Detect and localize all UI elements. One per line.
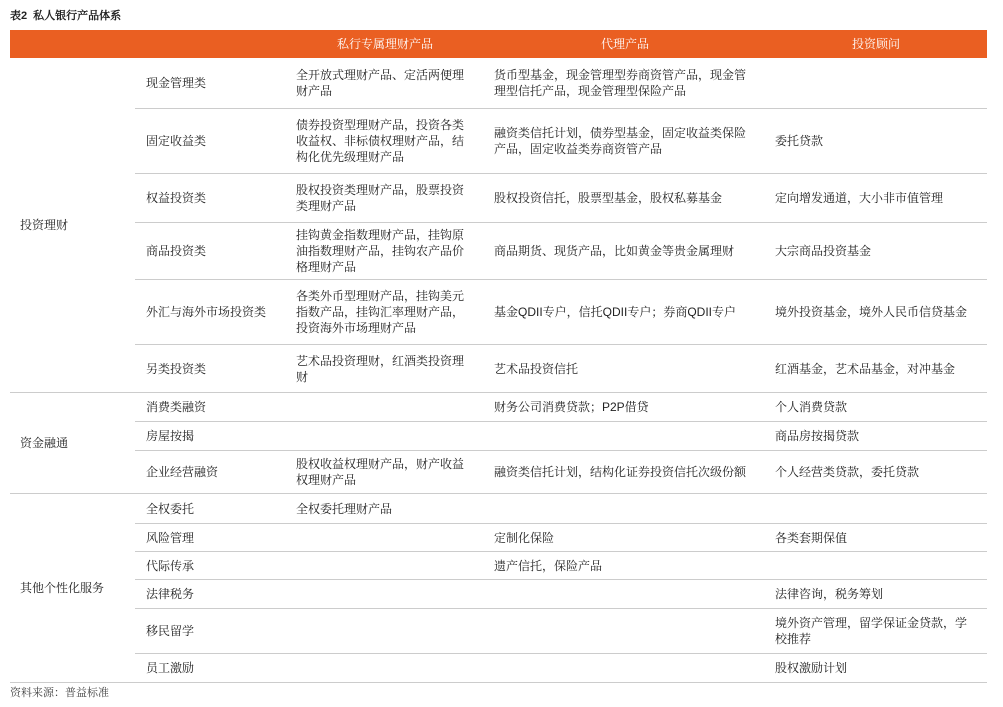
agency-product-cell [485, 345, 765, 393]
agency-product-cell [485, 494, 765, 524]
private-product-cell [285, 280, 485, 345]
category-label: 其他个性化服务 [20, 581, 105, 595]
advisory-cell [765, 524, 987, 552]
agency-product-text: 商品期货、现货产品，比如黄金等贵金属理财 [494, 244, 735, 258]
advisory-text: 红酒基金，艺术品基金，对冲基金 [775, 361, 956, 376]
agency-product-text: 艺术品投资信托 [494, 361, 579, 376]
subcategory-label: 外汇与海外市场投资类 [146, 305, 267, 319]
private-product-text: 挂钩黄金指数理财产品，挂钩原油指数理财产品，挂钩农产品价格理财产品 [296, 228, 465, 274]
advisory-text: 委托贷款 [775, 134, 824, 148]
advisory-cell [765, 174, 987, 223]
advisory-text: 商品房按揭贷款 [775, 429, 860, 443]
subcategory-cell [135, 422, 285, 451]
subcategory-label: 全权委托 [146, 501, 195, 516]
private-product-text: 全开放式理财产品、定活两便理财产品 [296, 68, 465, 98]
private-product-text: 债券投资型理财产品，投资各类收益权、非标债权理财产品，结构化优先级理财产品 [296, 118, 465, 164]
agency-product-cell [485, 109, 765, 174]
advisory-cell [765, 223, 987, 280]
advisory-cell [765, 58, 987, 109]
header-agency-label: 代理产品 [600, 37, 649, 51]
private-product-cell [285, 223, 485, 280]
advisory-text: 股权激励计划 [775, 661, 848, 675]
agency-product-cell [485, 609, 765, 654]
subcategory-cell [135, 654, 285, 683]
subcategory-label: 权益投资类 [146, 191, 207, 205]
subcategory-cell [135, 58, 285, 109]
header-cell-subcategory [135, 30, 285, 58]
category-cell [10, 393, 135, 494]
header-cell-category [10, 30, 135, 58]
subcategory-cell [135, 109, 285, 174]
advisory-cell [765, 345, 987, 393]
subcategory-label: 法律税务 [146, 587, 195, 601]
table-title-text: 私人银行产品体系 [33, 10, 122, 22]
header-cell-agency [485, 30, 765, 58]
private-product-cell [285, 609, 485, 654]
subcategory-label: 移民留学 [146, 624, 195, 638]
agency-product-cell [485, 280, 765, 345]
agency-product-cell [485, 422, 765, 451]
subcategory-cell [135, 580, 285, 609]
subcategory-label: 代际传承 [146, 558, 195, 573]
private-product-cell [285, 58, 485, 109]
advisory-text: 定向增发通道，大小非市值管理 [775, 191, 944, 205]
subcategory-cell [135, 451, 285, 494]
product-system-table [10, 30, 987, 683]
advisory-text: 境外资产管理，留学保证金贷款，学校推荐 [775, 616, 968, 646]
private-product-cell [285, 174, 485, 223]
agency-product-cell [485, 58, 765, 109]
advisory-text: 个人经营类贷款，委托贷款 [775, 465, 920, 479]
advisory-cell [765, 552, 987, 580]
subcategory-label: 风险管理 [146, 530, 195, 545]
source-note: 资料来源：普益标准 [10, 687, 109, 699]
subcategory-label: 现金管理类 [146, 76, 207, 90]
advisory-cell [765, 451, 987, 494]
advisory-cell [765, 580, 987, 609]
advisory-text: 大宗商品投资基金 [775, 244, 872, 258]
agency-product-cell [485, 223, 765, 280]
private-product-cell [285, 109, 485, 174]
subcategory-cell [135, 393, 285, 422]
agency-product-text: 基金QDII专户，信托QDII专户；券商QDII专户 [494, 305, 737, 319]
category-cell [10, 58, 135, 393]
private-product-cell [285, 552, 485, 580]
agency-product-text: 融资类信托计划，债券型基金，固定收益类保险产品，固定收益类券商资管产品 [494, 126, 747, 156]
private-product-text: 各类外币型理财产品，挂钩美元指数产品，挂钩汇率理财产品，投资海外市场理财产品 [296, 289, 465, 335]
agency-product-cell [485, 393, 765, 422]
advisory-cell [765, 654, 987, 683]
advisory-cell [765, 393, 987, 422]
private-product-text: 全权委托理财产品 [296, 501, 393, 516]
subcategory-cell [135, 345, 285, 393]
subcategory-label: 企业经营融资 [146, 465, 219, 479]
agency-product-cell [485, 580, 765, 609]
agency-product-cell [485, 552, 765, 580]
header-cell-private [285, 30, 485, 58]
subcategory-cell [135, 552, 285, 580]
subcategory-label: 员工激励 [146, 661, 195, 675]
agency-product-cell [485, 524, 765, 552]
agency-product-cell [485, 654, 765, 683]
agency-product-text: 融资类信托计划，结构化证券投资信托次级份额 [494, 465, 747, 479]
subcategory-cell [135, 174, 285, 223]
subcategory-cell [135, 280, 285, 345]
agency-product-text: 股权投资信托，股票型基金，股权私募基金 [494, 191, 723, 205]
subcategory-cell [135, 524, 285, 552]
table-title [10, 10, 121, 22]
agency-product-cell [485, 451, 765, 494]
private-product-cell [285, 451, 485, 494]
advisory-cell [765, 109, 987, 174]
subcategory-label: 固定收益类 [146, 134, 207, 148]
agency-product-cell [485, 174, 765, 223]
private-product-cell [285, 345, 485, 393]
agency-product-text: 财务公司消费贷款；P2P借贷 [494, 400, 649, 414]
advisory-text: 境外投资基金，境外人民币信贷基金 [775, 305, 968, 319]
header-advisory-label: 投资顾问 [851, 37, 900, 51]
category-cell [10, 494, 135, 683]
advisory-cell [765, 494, 987, 524]
subcategory-cell [135, 494, 285, 524]
advisory-text: 法律咨询，税务筹划 [775, 587, 884, 601]
private-product-cell [285, 494, 485, 524]
private-product-text: 艺术品投资理财，红酒类投资理财 [296, 353, 465, 384]
private-product-cell [285, 580, 485, 609]
advisory-cell [765, 609, 987, 654]
header-cell-advisory [765, 30, 987, 58]
subcategory-label: 另类投资类 [146, 361, 207, 376]
advisory-cell [765, 422, 987, 451]
category-label: 投资理财 [20, 218, 69, 232]
agency-product-text: 遗产信托，保险产品 [494, 558, 603, 573]
private-product-text: 股权收益权理财产品，财产收益权理财产品 [296, 457, 465, 487]
category-label: 资金融通 [20, 436, 69, 450]
subcategory-label: 消费类融资 [146, 400, 207, 414]
header-private-label: 私行专属理财产品 [336, 37, 433, 51]
advisory-text: 各类套期保值 [775, 530, 848, 545]
agency-product-text: 定制化保险 [494, 530, 555, 545]
subcategory-label: 房屋按揭 [146, 429, 195, 443]
subcategory-label: 商品投资类 [146, 244, 207, 258]
private-product-cell [285, 422, 485, 451]
private-product-text: 股权投资类理财产品，股票投资类理财产品 [296, 183, 465, 213]
agency-product-text: 货币型基金，现金管理型券商资管产品，现金管理型信托产品，现金管理型保险产品 [494, 68, 747, 98]
private-product-cell [285, 524, 485, 552]
private-product-cell [285, 654, 485, 683]
subcategory-cell [135, 223, 285, 280]
private-product-cell [285, 393, 485, 422]
advisory-text: 个人消费贷款 [775, 400, 848, 414]
subcategory-cell [135, 609, 285, 654]
advisory-cell [765, 280, 987, 345]
table-number: 表2 [10, 10, 28, 22]
